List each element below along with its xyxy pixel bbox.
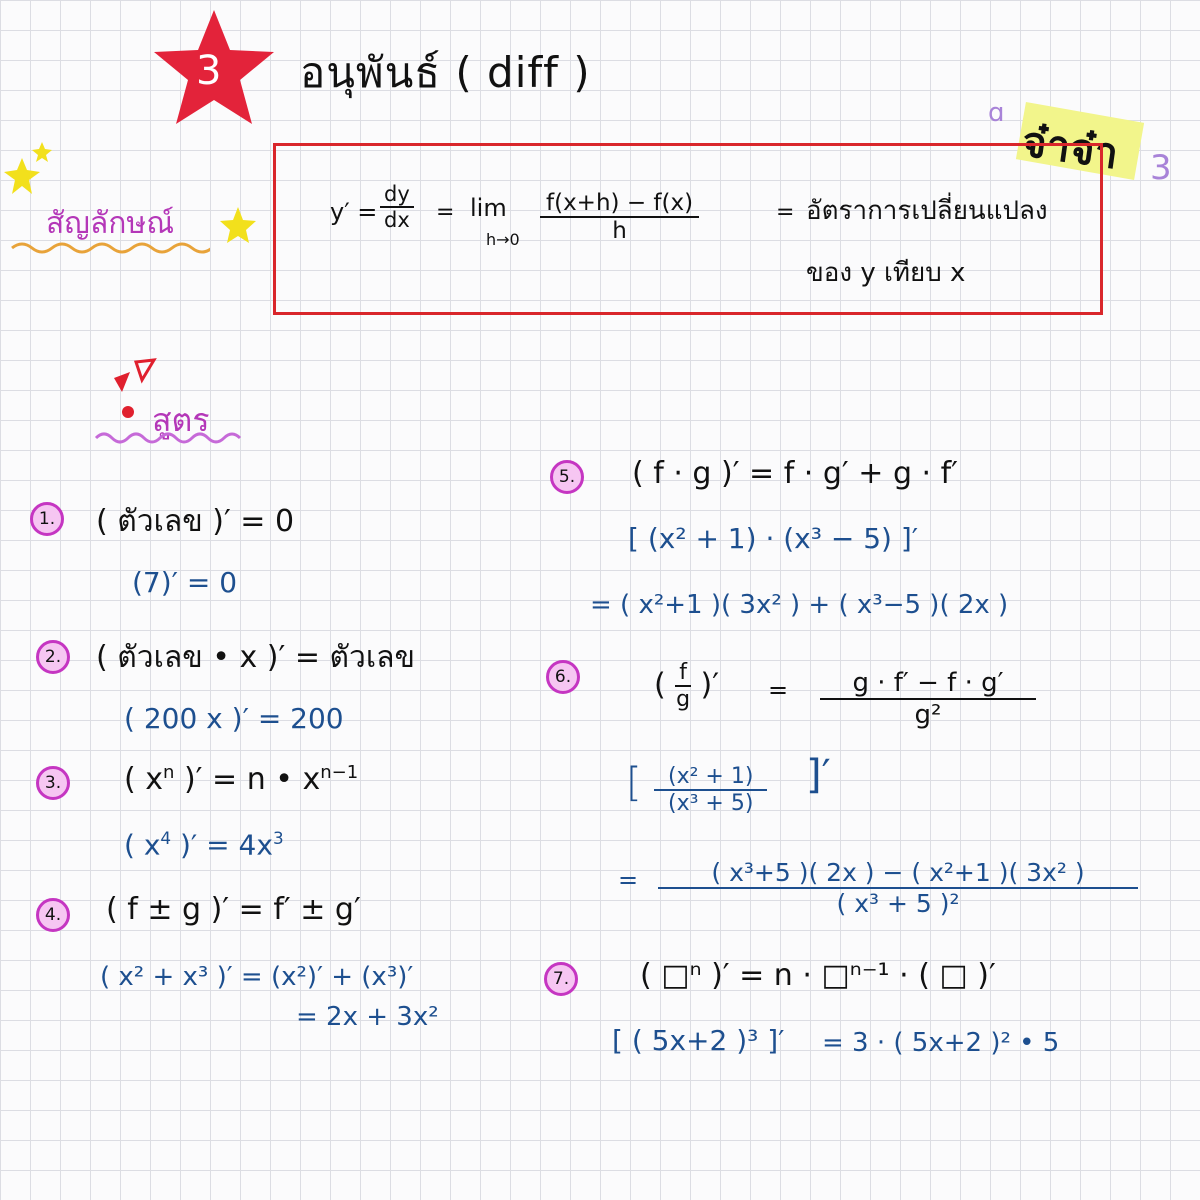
- quotient-rule-fraction: [820, 668, 1036, 730]
- quotient-den: g²: [914, 700, 942, 730]
- rule-5-example-2: = ( x²+1 )( 3x² ) + ( x³−5 )( 2x ): [590, 590, 1009, 620]
- rule-6-ex-den: (x³ + 5): [668, 791, 754, 816]
- swirl-deco-right: 3: [1150, 148, 1172, 188]
- quotient-num: g · f′ − f · g′: [820, 668, 1036, 700]
- rule-6-f: f: [675, 660, 691, 687]
- rule-3-exp: n: [163, 762, 175, 783]
- rule-3-ex-base: ( x: [124, 828, 161, 862]
- dq-denominator: h: [612, 218, 627, 244]
- rule-6-eq2: =: [618, 866, 639, 894]
- rule-2-formula: ( ตัวเลข • x )′ = ตัวเลข: [96, 640, 415, 675]
- def-eq2: =: [776, 200, 795, 225]
- rule-badge-1: 1.: [30, 502, 64, 536]
- bracket-open: [: [626, 760, 642, 806]
- rule-4-formula: ( f ± g )′ = f′ ± g′: [106, 892, 361, 927]
- meaning-line2: ของ y เทียบ x: [806, 258, 966, 288]
- rule-3-formula: [124, 762, 358, 797]
- rule-3-exp2: n−1: [320, 762, 359, 783]
- rule-6-eq: =: [768, 676, 789, 704]
- author-tag: จ๋าจ๋า: [1019, 116, 1122, 179]
- star-small-icon: [218, 205, 258, 245]
- wavy-underline: [10, 238, 210, 258]
- bracket-close: ]′: [806, 752, 831, 798]
- lim-sub: h→0: [486, 230, 520, 249]
- wavy-underline-formula: [94, 428, 244, 448]
- rule-1-example: (7)′ = 0: [132, 566, 238, 599]
- swirl-deco-left: ɑ: [988, 98, 1005, 128]
- dx-text: dx: [384, 208, 410, 232]
- rule-badge-7: 7.: [544, 962, 578, 996]
- difference-quotient: [540, 190, 699, 244]
- rule-3-ex-exp2: 3: [272, 828, 284, 848]
- rule-3-mid: )′ = n • x: [183, 762, 321, 797]
- rule-1-formula: ( ตัวเลข )′ = 0: [96, 504, 295, 539]
- formulas-label: สูตร: [152, 401, 210, 439]
- rule-7-example-lhs: [ ( 5x+2 )³ ]′: [612, 1024, 785, 1057]
- rule-6-res-den: ( x³ + 5 )²: [836, 889, 960, 918]
- rule-7-formula: ( □ⁿ )′ = n · □ⁿ⁻¹ · ( □ )′: [640, 958, 996, 993]
- lim-text: lim: [470, 194, 507, 222]
- rule-6-result-fraction: [658, 858, 1138, 918]
- rule-badge-6: 6.: [546, 660, 580, 694]
- rule-3-base: ( x: [124, 762, 163, 797]
- rule-4-example-1: ( x² + x³ )′ = (x²)′ + (x³)′: [100, 962, 414, 992]
- sparkle-icon: [2, 140, 62, 200]
- rule-4-example-2: = 2x + 3x²: [296, 1002, 439, 1032]
- rule-badge-2: 2.: [36, 640, 70, 674]
- rule-badge-5: 5.: [550, 460, 584, 494]
- page-title: อนุพันธ์ ( diff ): [300, 48, 591, 97]
- meaning-line1: อัตราการเปลี่ยนแปลง: [806, 196, 1048, 226]
- rule-6-g: g: [676, 687, 691, 712]
- rule-3-example: [124, 828, 284, 861]
- rule-5-example-1: [ (x² + 1) · (x³ − 5) ]′: [628, 522, 919, 555]
- def-eq1: =: [436, 200, 455, 225]
- dy-text: dy: [380, 182, 414, 208]
- symbol-label: สัญลักษณ์: [46, 206, 175, 241]
- rule-badge-3: 3.: [36, 766, 70, 800]
- rule-6-lhs: ( $\frac{f}{g}$ )′: [654, 660, 720, 712]
- rule-2-example: ( 200 x )′ = 200: [124, 702, 344, 735]
- rule-badge-4: 4.: [36, 898, 70, 932]
- alert-icon: [108, 358, 158, 428]
- rule-5-formula: ( f · g )′ = f · g′ + g · f′: [632, 456, 958, 491]
- def-lhs: y′ =: [330, 198, 378, 226]
- rule-3-ex-exp: 4: [160, 828, 172, 848]
- rule-7-example-rhs: = 3 · ( 5x+2 )² • 5: [822, 1028, 1060, 1058]
- rule-3-ex-mid: )′ = 4x: [180, 828, 273, 862]
- rule-6-ex-num: (x² + 1): [654, 764, 767, 791]
- section-number: 3: [196, 48, 222, 94]
- rule-6-res-num: ( x³+5 )( 2x ) − ( x²+1 )( 3x² ): [658, 858, 1138, 889]
- dq-numerator: f(x+h) − f(x): [540, 190, 699, 218]
- f-over-g: [675, 660, 691, 712]
- dy-dx-fraction: [380, 182, 414, 232]
- rule-6-example-fraction: [654, 764, 767, 816]
